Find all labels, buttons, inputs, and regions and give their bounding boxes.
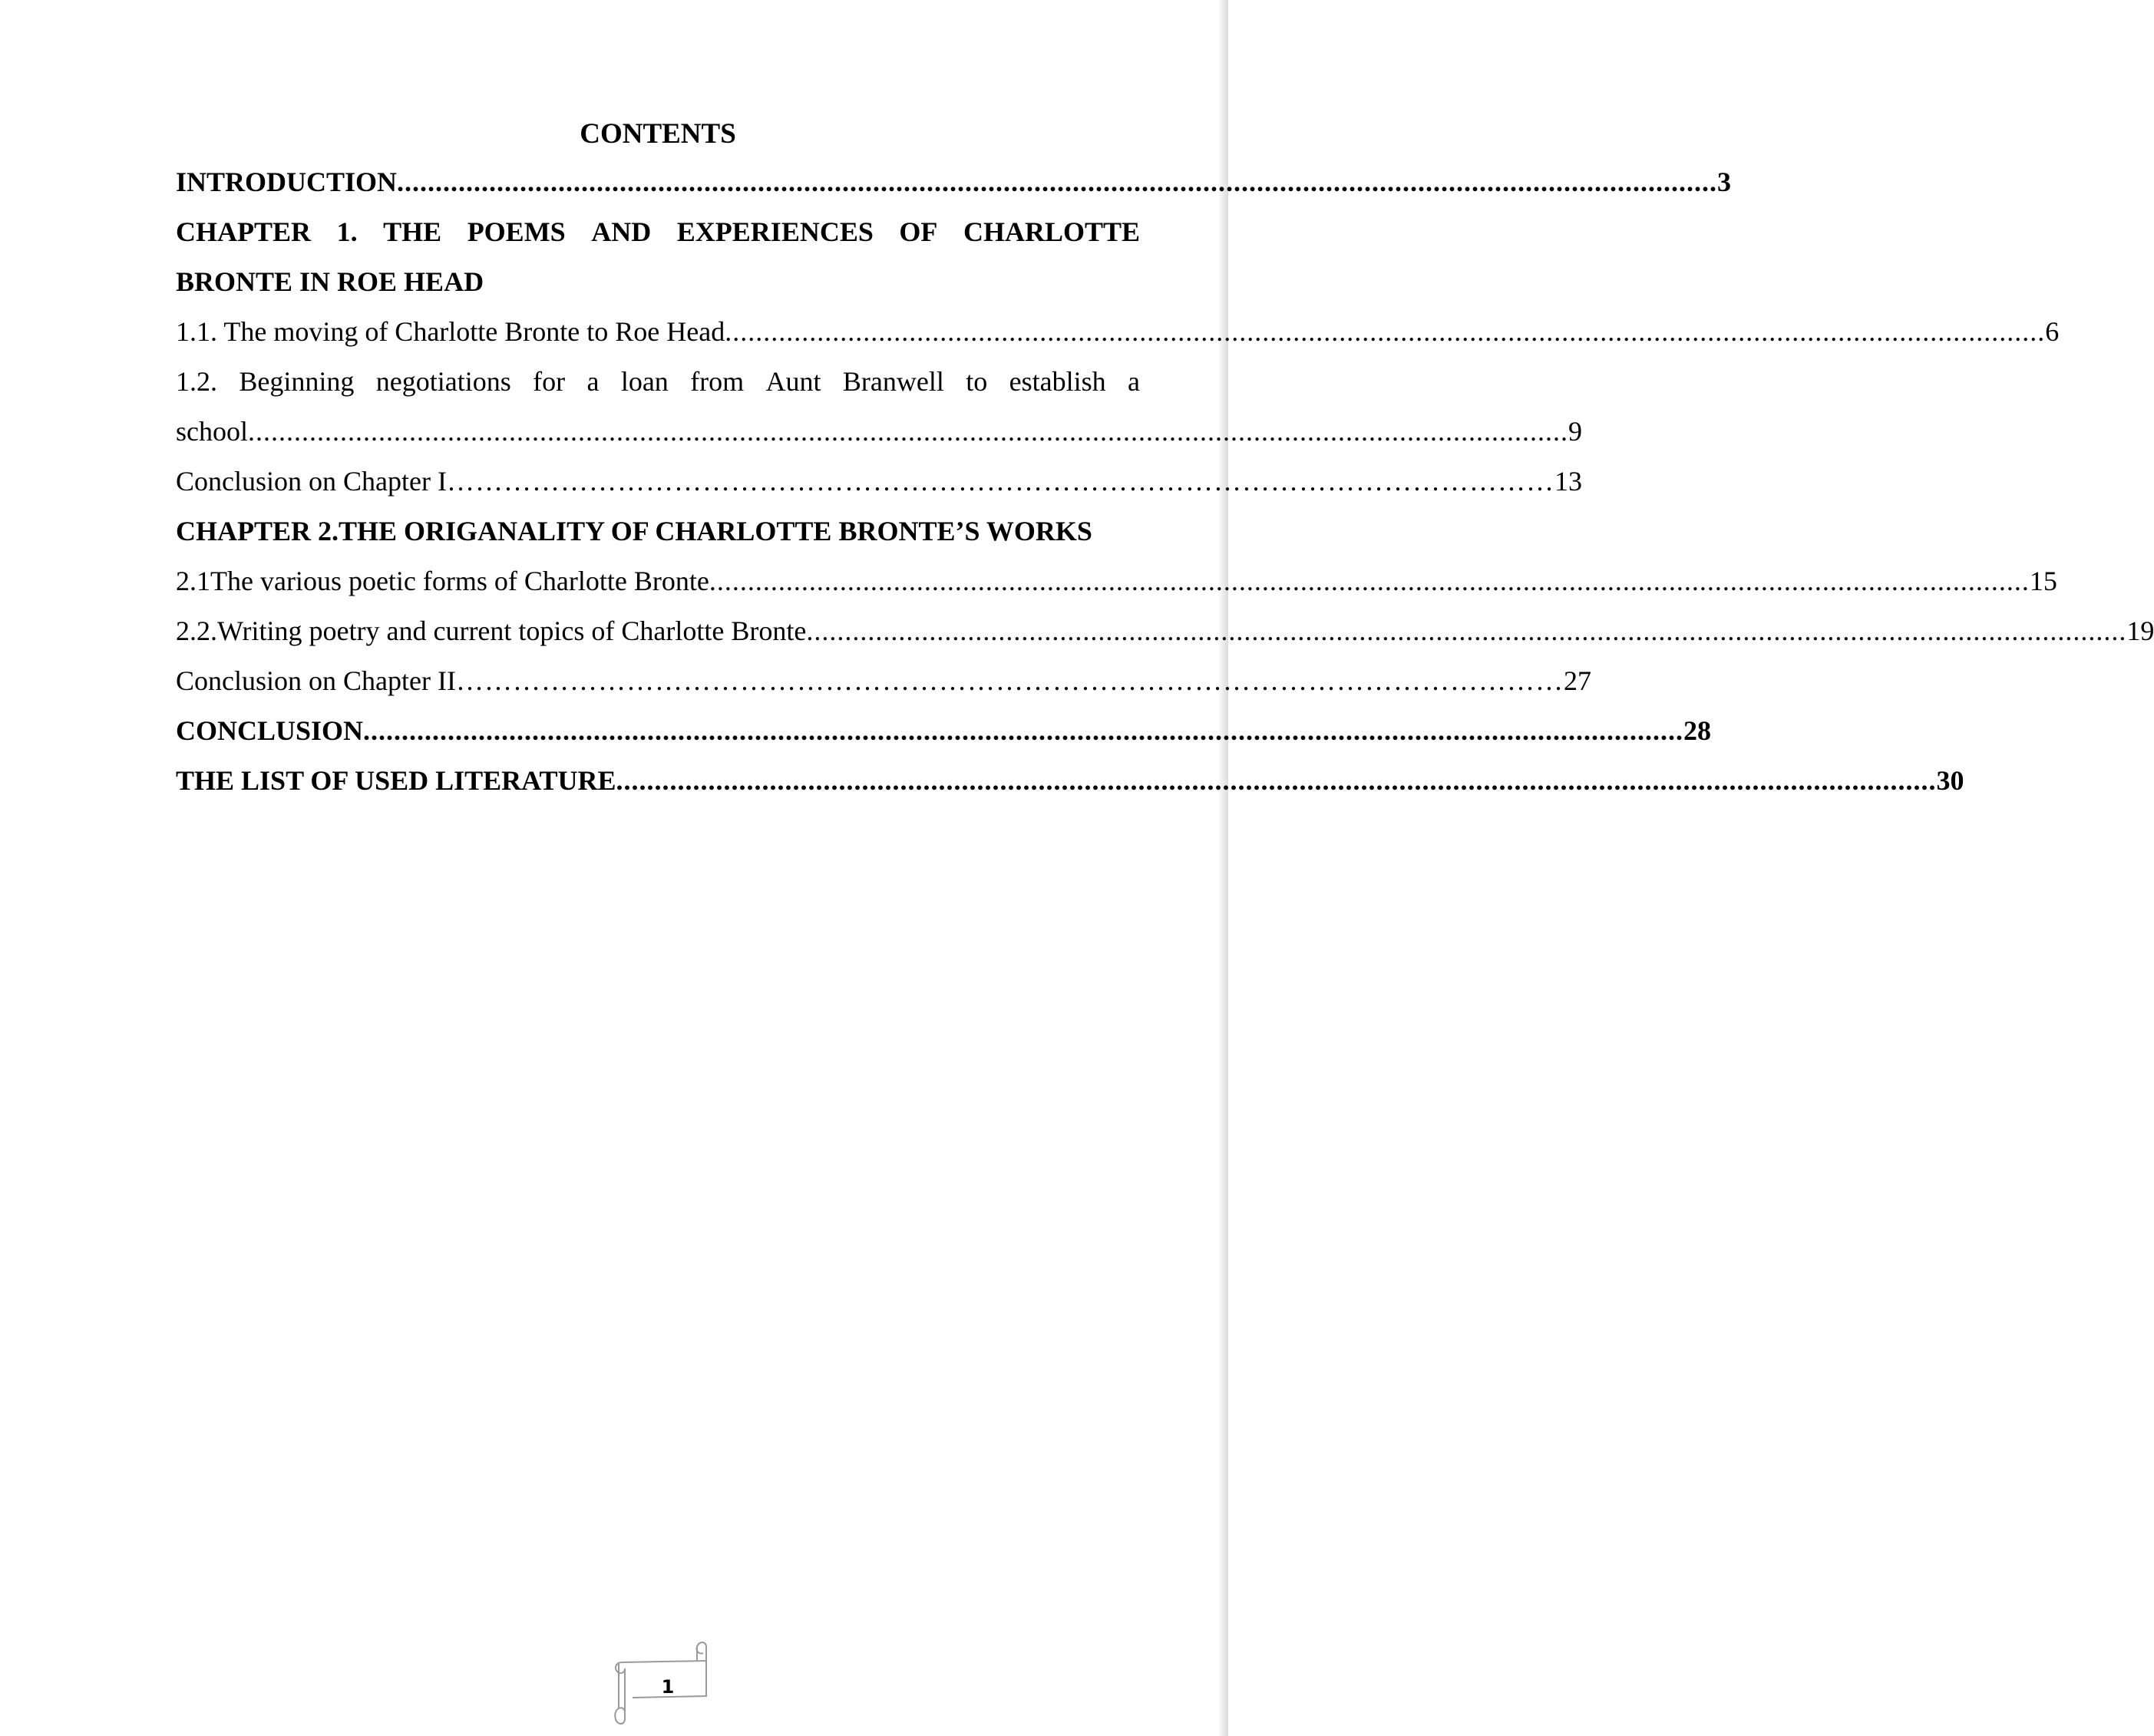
toc-word: for [533,366,566,397]
toc-word: POEMS [467,216,566,247]
table-of-contents [176,111,2154,806]
dot-leader: ............................................................................................................................................................................ [397,167,1718,197]
toc-word: THE [383,216,442,247]
dot-leader: ............................................................................................................................................................................ [806,616,2127,646]
dot-leader: ............................................................................................................................................................................ [248,416,1568,447]
toc-entry-page: 27 [1563,665,1591,696]
page-footer [599,1633,722,1725]
toc-word: EXPERIENCES [676,216,874,247]
toc-word: AND [591,216,652,247]
toc-word: OF [899,216,938,247]
toc-word: 1.2. [176,366,217,397]
page-edge-shadow [1217,0,1228,1736]
toc-word: CHAPTER [176,216,312,247]
toc-entry-introduction[interactable] [176,157,1732,207]
toc-entry-chapter1-line2[interactable]: BRONTE IN ROE HEAD [176,266,484,297]
toc-entry-page: 19 [2126,616,2154,646]
toc-entry-section-1-1[interactable] [176,307,2060,357]
toc-entry-label: 2.2.Writing poetry and current topics of Charlotte Bronte [176,616,807,646]
toc-entry-section-1-2-line2[interactable] [176,407,1582,457]
toc-word: establish [1009,366,1106,397]
toc-entry-label: CONCLUSION [176,715,364,746]
dot-leader: ……………………………………………………………………………………………………… [455,665,1564,696]
toc-word: Branwell [842,366,944,397]
toc-entry-page: 28 [1683,715,1712,746]
toc-entry-section-2-2[interactable] [176,606,2154,656]
dot-leader: ............................................................................................................................................................................ [709,566,2030,596]
toc-entry-label: Conclusion on Chapter II [176,665,456,696]
toc-entry-page: 15 [2029,566,2057,596]
toc-entry-section-2-1[interactable] [176,556,2057,606]
dot-leader: ............................................................................................................................................................................ [725,316,2046,347]
toc-word: CHARLOTTE [963,216,1140,247]
toc-word: a [586,366,600,397]
toc-entry-section-1-2-line1[interactable] [176,357,1140,407]
toc-entry-label: 2.1The various poetic forms of Charlotte Bronte [176,566,709,596]
toc-entry-page: 3 [1717,167,1732,197]
toc-entry-label: school [176,416,248,447]
toc-entry-conclusion[interactable] [176,706,1712,756]
toc-entry-label: Conclusion on Chapter I [176,466,447,497]
page-number: 1 [661,1676,675,1698]
toc-entry-literature[interactable] [176,756,1964,806]
toc-entry-page: 6 [2045,316,2060,347]
toc-entry-page: 13 [1554,466,1582,497]
toc-word: negotiations [375,366,511,397]
toc-word: Beginning [239,366,355,397]
toc-word: from [690,366,745,397]
dot-leader: ……………………………………………………………………………………………………… [446,466,1554,497]
toc-word: Aunt [765,366,821,397]
toc-entry-chapter2[interactable]: CHAPTER 2.THE ORIGANALITY OF CHARLOTTE BRONTE’S WORKS [176,516,1092,546]
dot-leader: ............................................................................................................................................................................ [363,715,1684,746]
toc-word: to [966,366,988,397]
page-title: CONTENTS [580,118,736,150]
toc-entry-label: THE LIST OF USED LITERATURE [176,765,616,796]
dot-leader: ............................................................................................................................................................................ [616,765,1937,796]
toc-entry-page: 30 [1936,765,1964,796]
toc-word: a [1128,366,1140,397]
toc-entry-label: 1.1. The moving of Charlotte Bronte to Roe Head [176,316,725,347]
toc-entry-label: INTRODUCTION [176,167,398,197]
toc-entry-conclusion-chapter1[interactable] [176,457,1582,507]
toc-entry-chapter1-line1[interactable] [176,207,1140,257]
toc-entry-page: 9 [1568,416,1582,447]
toc-word: loan [620,366,669,397]
toc-word: 1. [336,216,358,247]
toc-entry-conclusion-chapter2[interactable] [176,656,1591,706]
